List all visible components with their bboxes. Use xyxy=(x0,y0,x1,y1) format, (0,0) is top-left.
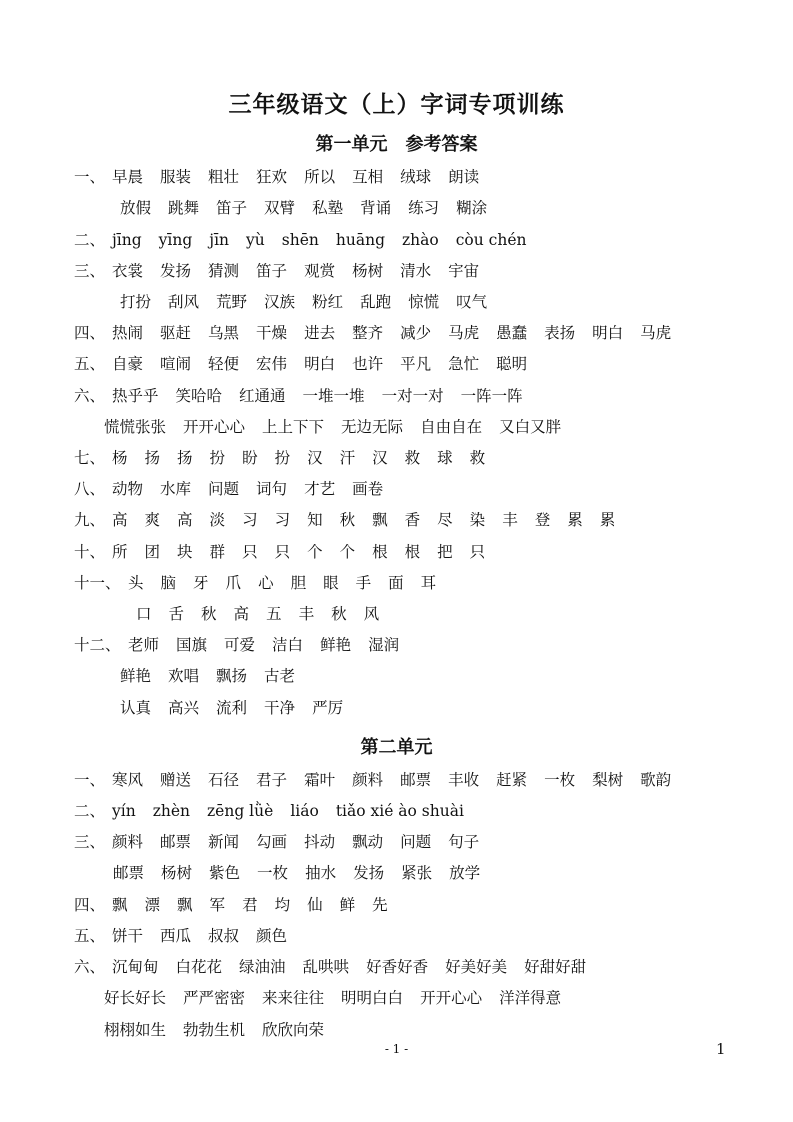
answer-item: 画卷 xyxy=(352,480,384,498)
answer-item: 抖动 xyxy=(304,833,336,851)
answer-item: 严严密密 xyxy=(183,989,246,1007)
answer-item: 也许 xyxy=(352,355,384,373)
answer-item: 赠送 xyxy=(160,771,192,789)
answer-item: 流利 xyxy=(216,699,248,717)
answer-item: 汉族 xyxy=(264,293,296,311)
section-heading: 第一单元 参考答案 xyxy=(315,134,478,155)
answer-item: 荒野 xyxy=(216,293,248,311)
answer-item: 一堆一堆 xyxy=(302,387,365,405)
answer-item: 心 xyxy=(258,574,274,592)
answer-items xyxy=(112,508,615,532)
answer-item: 问题 xyxy=(208,480,240,498)
answer-item: 糊涂 xyxy=(456,199,488,217)
answer-item: 新闻 xyxy=(208,833,240,851)
answer-items xyxy=(104,1018,324,1042)
answer-items xyxy=(112,768,671,792)
answer-item: 进去 xyxy=(304,324,336,342)
answer-item: 乌黑 xyxy=(208,324,240,342)
answer-item: 朗读 xyxy=(448,168,480,186)
answer-items xyxy=(113,861,480,885)
answer-item: 脑 xyxy=(160,574,177,592)
question-number: 四、 xyxy=(74,896,106,914)
answer-item: 口 xyxy=(136,605,152,623)
answer-item: shēn xyxy=(281,231,319,249)
answer-item: 宇宙 xyxy=(448,262,480,280)
answer-item: 歌韵 xyxy=(640,771,672,789)
answer-item: 好美好美 xyxy=(445,958,508,976)
answer-item: 飘扬 xyxy=(216,667,248,685)
answer-item: 绒球 xyxy=(400,168,432,186)
answer-item: 上上下下 xyxy=(262,418,325,436)
answer-item: 紫色 xyxy=(209,864,241,882)
answer-item: 邮票 xyxy=(113,864,145,882)
answer-item: 根 xyxy=(372,543,388,561)
answer-item: 发扬 xyxy=(353,864,385,882)
answer-item: 丰 xyxy=(298,605,315,623)
answer-item: 洋洋得意 xyxy=(499,989,562,1007)
answer-item: 霜叶 xyxy=(304,771,336,789)
answer-item: 国旗 xyxy=(176,636,208,654)
answer-item: 一阵一阵 xyxy=(460,387,523,405)
answer-items xyxy=(112,228,527,252)
answer-item: 来来往往 xyxy=(262,989,325,1007)
answer-item: 乱跑 xyxy=(360,293,392,311)
answer-item: 所 xyxy=(112,543,128,561)
answer-items xyxy=(120,664,295,688)
answer-item: 均 xyxy=(274,896,291,914)
question-number: 六、 xyxy=(74,387,106,405)
answer-item: 扬 xyxy=(144,449,161,467)
answer-item: 累 xyxy=(567,511,583,529)
answer-item: 又白又胖 xyxy=(499,418,562,436)
answer-item: 君 xyxy=(242,896,258,914)
answer-item: 认真 xyxy=(120,699,152,717)
answer-items xyxy=(128,633,399,657)
answer-item: 观赏 xyxy=(304,262,336,280)
answer-item: 白花花 xyxy=(175,958,223,976)
answer-item: 明白 xyxy=(592,324,624,342)
question-number: 一、 xyxy=(74,168,106,186)
page-number: - 1 - xyxy=(384,1042,409,1056)
answer-item: 沉甸甸 xyxy=(112,958,159,976)
answer-item: 马虎 xyxy=(640,324,672,342)
question-number: 五、 xyxy=(74,927,106,945)
answer-item: 明明白白 xyxy=(341,989,404,1007)
answer-item: 个 xyxy=(339,543,356,561)
answer-item: 洁白 xyxy=(272,636,304,654)
answer-item: 秋 xyxy=(339,511,356,529)
answer-item: 服装 xyxy=(160,168,192,186)
answer-item: 颜料 xyxy=(112,833,144,851)
question-number: 四、 xyxy=(74,324,106,342)
answer-item: 高 xyxy=(177,511,193,529)
answer-item: 乱哄哄 xyxy=(302,958,350,976)
answer-item: 一枚 xyxy=(544,771,576,789)
answer-item: 高兴 xyxy=(168,699,200,717)
answer-item: 干燥 xyxy=(256,324,288,342)
question-number: 三、 xyxy=(74,262,106,280)
answer-item: 干净 xyxy=(264,699,296,717)
answer-item: 古老 xyxy=(264,667,296,685)
question-number: 十一、 xyxy=(74,574,121,592)
answer-item: 累 xyxy=(599,511,616,529)
answer-item: 手 xyxy=(355,574,372,592)
answer-item: 整齐 xyxy=(352,324,384,342)
answer-item: 绿油油 xyxy=(239,958,286,976)
answer-item: 爽 xyxy=(144,511,161,529)
answer-items xyxy=(112,893,388,917)
answer-item: 汗 xyxy=(339,449,356,467)
answer-item: 杨树 xyxy=(352,262,384,280)
answer-item: 秋 xyxy=(331,605,347,623)
answer-item: 开开心心 xyxy=(183,418,246,436)
answer-item: 马虎 xyxy=(448,324,480,342)
answer-item: 球 xyxy=(437,449,453,467)
answer-item: 发扬 xyxy=(160,262,192,280)
answer-item: 才艺 xyxy=(304,480,336,498)
answer-item: tiǎo xié ào shuài xyxy=(335,802,464,820)
answer-item: 早晨 xyxy=(112,168,144,186)
answer-item: 勃勃生机 xyxy=(183,1021,246,1039)
answer-item: 飘 xyxy=(112,896,128,914)
question-number: 二、 xyxy=(74,231,106,249)
answer-item: 颜料 xyxy=(352,771,384,789)
question-number: 七、 xyxy=(74,449,106,467)
answer-item: 笑哈哈 xyxy=(175,387,223,405)
answer-items xyxy=(112,165,479,189)
answer-item: 只 xyxy=(274,543,291,561)
answer-item: 严厉 xyxy=(312,699,344,717)
answer-items xyxy=(112,477,383,501)
answer-item: 仙 xyxy=(307,896,323,914)
answer-item: 扮 xyxy=(274,449,291,467)
answer-item: 粉红 xyxy=(312,293,344,311)
answer-item: 登 xyxy=(534,511,551,529)
answer-item: 无边无际 xyxy=(341,418,404,436)
answer-item: 只 xyxy=(242,543,258,561)
question-number: 三、 xyxy=(74,833,106,851)
answer-item: 表扬 xyxy=(544,324,576,342)
answer-item: 胆 xyxy=(290,574,307,592)
answer-item: 一枚 xyxy=(257,864,289,882)
answer-item: 轻便 xyxy=(208,355,240,373)
answer-item: 问题 xyxy=(400,833,432,851)
answer-item: 只 xyxy=(469,543,486,561)
question-number: 十二、 xyxy=(74,636,121,654)
answer-item: 盼 xyxy=(242,449,258,467)
answer-item: jīng xyxy=(112,231,142,249)
answer-item: 开开心心 xyxy=(420,989,483,1007)
answer-items xyxy=(104,415,561,439)
answer-item: 可爱 xyxy=(224,636,256,654)
answer-item: 把 xyxy=(437,543,453,561)
answer-item: 梨树 xyxy=(592,771,624,789)
answer-item: 互相 xyxy=(352,168,384,186)
answer-item: zēng lǜè xyxy=(207,802,274,820)
answer-items xyxy=(136,602,379,626)
answer-item: 石径 xyxy=(208,771,240,789)
answer-item: 一对一对 xyxy=(381,387,444,405)
answer-items xyxy=(120,290,487,314)
answer-item: 耳 xyxy=(420,574,437,592)
answer-item: 词句 xyxy=(256,480,288,498)
answer-item: 急忙 xyxy=(448,355,480,373)
answer-item: 染 xyxy=(469,511,486,529)
question-number: 六、 xyxy=(74,958,106,976)
answer-item: 赶紧 xyxy=(496,771,528,789)
answer-item: 飘 xyxy=(177,896,193,914)
answer-item: 根 xyxy=(404,543,421,561)
answer-item: 饼干 xyxy=(112,927,144,945)
answer-item: 聪明 xyxy=(496,355,528,373)
document-title: 三年级语文（上）字词专项训练 xyxy=(228,91,565,118)
answer-item: 清水 xyxy=(400,262,432,280)
answer-item: 笛子 xyxy=(256,262,288,280)
answer-item: 驱赶 xyxy=(160,324,192,342)
answer-items xyxy=(112,321,671,345)
answer-item: 练习 xyxy=(408,199,440,217)
answer-item: huāng xyxy=(335,231,386,249)
answer-item: 句子 xyxy=(448,833,480,851)
answer-item: 西瓜 xyxy=(160,927,192,945)
answer-item: 飘 xyxy=(372,511,388,529)
answer-item: 军 xyxy=(209,896,226,914)
answer-item: 颜色 xyxy=(256,927,288,945)
answer-item: 紧张 xyxy=(401,864,433,882)
answer-item: 风 xyxy=(363,605,380,623)
answer-items xyxy=(112,352,527,376)
answer-items xyxy=(112,446,485,470)
answer-items xyxy=(112,259,479,283)
answer-item: 牙 xyxy=(193,574,209,592)
question-number: 一、 xyxy=(74,771,106,789)
answer-item: 舌 xyxy=(168,605,185,623)
answer-item: 自由自在 xyxy=(420,418,483,436)
answer-item: 淡 xyxy=(209,511,226,529)
answer-item: 私塾 xyxy=(312,199,344,217)
answer-items xyxy=(128,571,436,595)
answer-items xyxy=(112,924,287,948)
answer-item: 湿润 xyxy=(368,636,400,654)
answer-item: 丰 xyxy=(502,511,518,529)
answer-item: 动物 xyxy=(112,480,144,498)
answer-item: 救 xyxy=(469,449,486,467)
answer-item: 抽水 xyxy=(305,864,337,882)
answer-item: 明白 xyxy=(304,355,336,373)
answer-item: 刮风 xyxy=(168,293,200,311)
answer-item: 鲜艳 xyxy=(120,667,152,685)
page-corner-mark: 1 xyxy=(716,1040,726,1058)
answer-item: 老师 xyxy=(128,636,160,654)
answer-item: 猜测 xyxy=(208,262,240,280)
answer-item: 欢唱 xyxy=(168,667,200,685)
answer-item: yīng xyxy=(158,231,193,249)
answer-item: 热乎乎 xyxy=(112,387,159,405)
answer-item: 打扮 xyxy=(120,293,152,311)
answer-items xyxy=(112,799,464,823)
answer-item: 君子 xyxy=(256,771,288,789)
answer-items xyxy=(112,540,485,564)
answer-item: 头 xyxy=(128,574,144,592)
answer-item: 红通通 xyxy=(239,387,286,405)
answer-item: 扬 xyxy=(177,449,193,467)
answer-item: 鲜 xyxy=(339,896,356,914)
answer-item: 扮 xyxy=(209,449,226,467)
answer-item: 狂欢 xyxy=(256,168,288,186)
answer-item: 团 xyxy=(144,543,161,561)
answer-item: 水库 xyxy=(160,480,192,498)
answer-item: 眼 xyxy=(323,574,339,592)
answer-item: 慌慌张张 xyxy=(104,418,167,436)
answer-item: 勾画 xyxy=(256,833,288,851)
answer-item: 惊慌 xyxy=(408,293,440,311)
answer-items xyxy=(104,986,561,1010)
answer-item: 好长好长 xyxy=(104,989,167,1007)
answer-item: 丰收 xyxy=(448,771,480,789)
answer-item: 热闹 xyxy=(112,324,144,342)
answer-item: 块 xyxy=(177,543,193,561)
answer-items xyxy=(120,696,343,720)
answer-item: 叔叔 xyxy=(208,927,240,945)
answer-item: 愚蠢 xyxy=(496,324,528,342)
answer-item: 背诵 xyxy=(360,199,392,217)
answer-item: 跳舞 xyxy=(168,199,200,217)
answer-item: 群 xyxy=(209,543,226,561)
question-number: 五、 xyxy=(74,355,106,373)
answer-item: 笛子 xyxy=(216,199,248,217)
answer-item: 欣欣向荣 xyxy=(262,1021,325,1039)
answer-item: 自豪 xyxy=(112,355,144,373)
section-heading: 第二单元 xyxy=(360,737,433,758)
answer-item: 叹气 xyxy=(456,293,488,311)
answer-item: 汉 xyxy=(372,449,388,467)
answer-item: 鲜艳 xyxy=(320,636,352,654)
answer-item: 高 xyxy=(112,511,128,529)
answer-item: 放假 xyxy=(120,199,152,217)
answer-items xyxy=(112,830,479,854)
answer-item: zhào xyxy=(402,231,439,249)
answer-item: 习 xyxy=(242,511,258,529)
answer-item: 好甜好甜 xyxy=(524,958,587,976)
answer-item: 宏伟 xyxy=(256,355,288,373)
answer-item: còu chén xyxy=(455,231,527,249)
answer-item: 所以 xyxy=(304,168,336,186)
answer-item: yín xyxy=(112,802,136,820)
answer-items xyxy=(112,955,586,979)
answer-item: 救 xyxy=(404,449,421,467)
answer-item: 尽 xyxy=(437,511,453,529)
answer-item: liáo xyxy=(290,802,319,820)
answer-item: 粗壮 xyxy=(208,168,240,186)
answer-item: 寒风 xyxy=(112,771,144,789)
answer-item: 习 xyxy=(274,511,291,529)
answer-item: zhèn xyxy=(152,802,191,820)
answer-item: yù xyxy=(246,231,265,249)
question-number: 八、 xyxy=(74,480,106,498)
answer-items xyxy=(120,196,487,220)
answer-item: 先 xyxy=(372,896,388,914)
answer-item: 面 xyxy=(388,574,404,592)
answer-item: 汉 xyxy=(307,449,323,467)
question-number: 二、 xyxy=(74,802,106,820)
question-number: 九、 xyxy=(74,511,106,529)
answer-item: 五 xyxy=(266,605,282,623)
answer-item: jīn xyxy=(209,231,230,249)
answer-item: 飘动 xyxy=(352,833,384,851)
answer-item: 喧闹 xyxy=(160,355,192,373)
answer-item: 香 xyxy=(404,511,421,529)
answer-item: 高 xyxy=(233,605,250,623)
answer-item: 邮票 xyxy=(160,833,192,851)
answer-item: 减少 xyxy=(400,324,432,342)
answer-item: 知 xyxy=(307,511,323,529)
answer-item: 栩栩如生 xyxy=(104,1021,167,1039)
answer-item: 衣裳 xyxy=(112,262,144,280)
answer-item: 爪 xyxy=(225,574,242,592)
answer-item: 平凡 xyxy=(400,355,432,373)
answer-item: 杨 xyxy=(112,449,128,467)
answer-item: 个 xyxy=(307,543,323,561)
answer-items xyxy=(112,384,523,408)
answer-item: 漂 xyxy=(144,896,161,914)
answer-item: 好香好香 xyxy=(366,958,429,976)
answer-item: 秋 xyxy=(201,605,217,623)
answer-item: 杨树 xyxy=(161,864,193,882)
answer-item: 邮票 xyxy=(400,771,432,789)
answer-item: 放学 xyxy=(449,864,481,882)
question-number: 十、 xyxy=(74,543,106,561)
answer-item: 双臂 xyxy=(264,199,296,217)
